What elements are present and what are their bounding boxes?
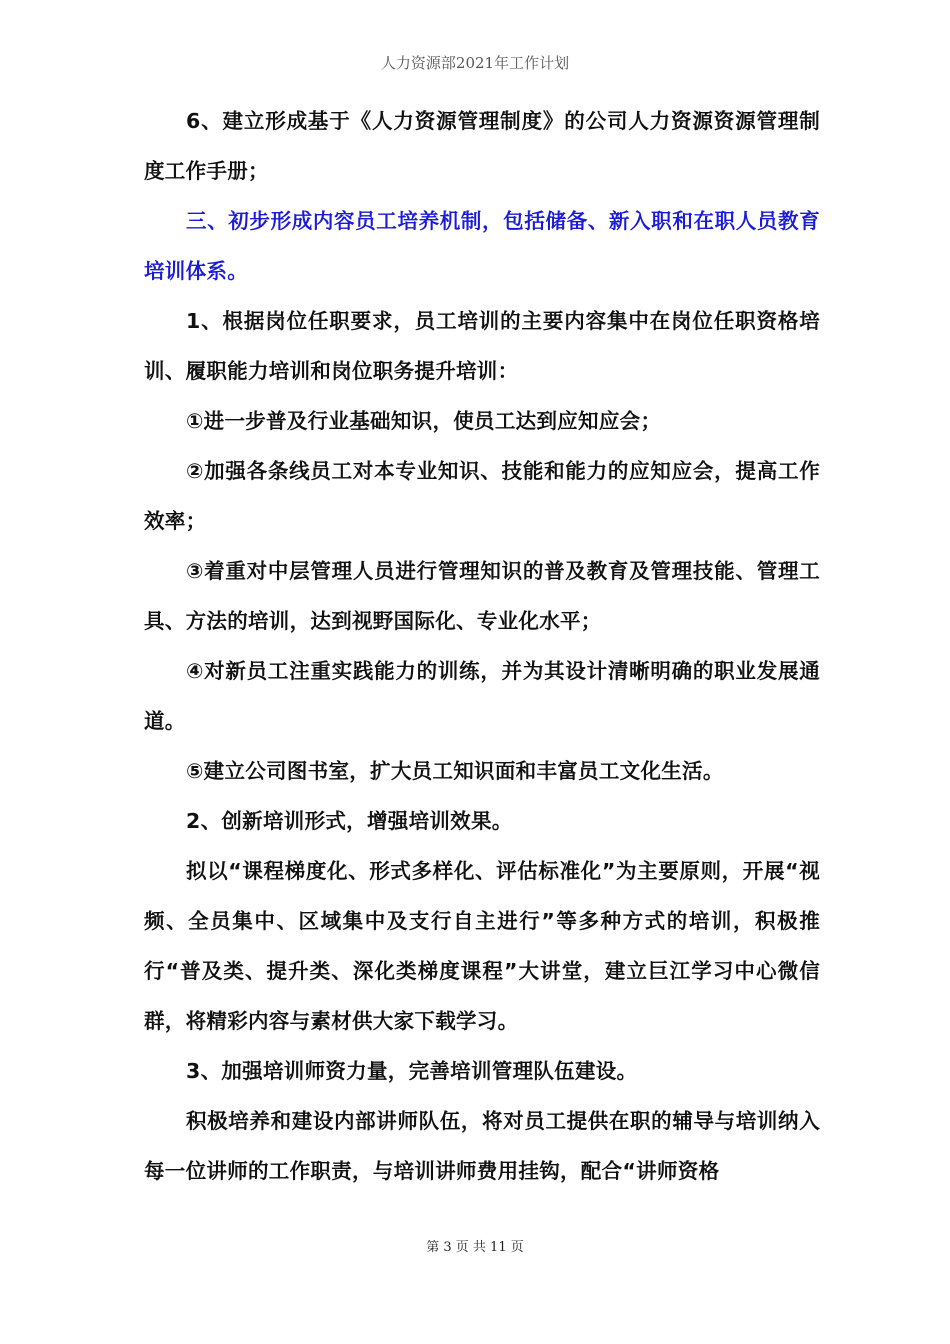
section-heading-three: 三、初步形成内容员工培养机制，包括储备、新入职和在职人员教育培训体系。	[144, 209, 820, 283]
page-header: 人力资源部2021年工作计划	[380, 54, 570, 72]
paragraph-item-3: 3、加强培训师资力量，完善培训管理队伍建设。	[186, 1059, 638, 1083]
paragraph-training-form: 拟以“课程梯度化、形式多样化、评估标准化”为主要原则，开展“视频、全员集中、区域集中及支行自主进行”等多种方式的培训，积极推行“普及类、提升类、深化类梯度课程”大讲堂，建立巨江学习中心微信群，将精彩内容与素材供大家下载学习。	[144, 859, 820, 1033]
paragraph-circled-2: ②加强各条线员工对本专业知识、技能和能力的应知应会，提高工作效率；	[144, 459, 820, 533]
paragraph-item-2: 2、创新培训形式，增强培训效果。	[186, 809, 513, 833]
paragraph-circled-3: ③着重对中层管理人员进行管理知识的普及教育及管理技能、管理工具、方法的培训，达到视野国际化、专业化水平；	[144, 559, 820, 633]
document-body	[144, 96, 820, 1196]
page-footer: 第 3 页 共 11 页	[426, 1240, 524, 1255]
paragraph-circled-4: ④对新员工注重实践能力的训练，并为其设计清晰明确的职业发展通道。	[144, 659, 820, 733]
paragraph-circled-1: ①进一步普及行业基础知识，使员工达到应知应会；	[186, 409, 662, 433]
paragraph-item-6: 6、建立形成基于《人力资源管理制度》的公司人力资源资源管理制度工作手册；	[144, 109, 820, 183]
paragraph-lecturer-team: 积极培养和建设内部讲师队伍，将对员工提供在职的辅导与培训纳入每一位讲师的工作职责，与培训讲师费用挂钩，配合“讲师资格	[144, 1109, 820, 1183]
paragraph-circled-5: ⑤建立公司图书室，扩大员工知识面和丰富员工文化生活。	[186, 759, 724, 783]
paragraph-item-1: 1、根据岗位任职要求，员工培训的主要内容集中在岗位任职资格培训、履职能力培训和岗位职务提升培训：	[144, 309, 820, 383]
